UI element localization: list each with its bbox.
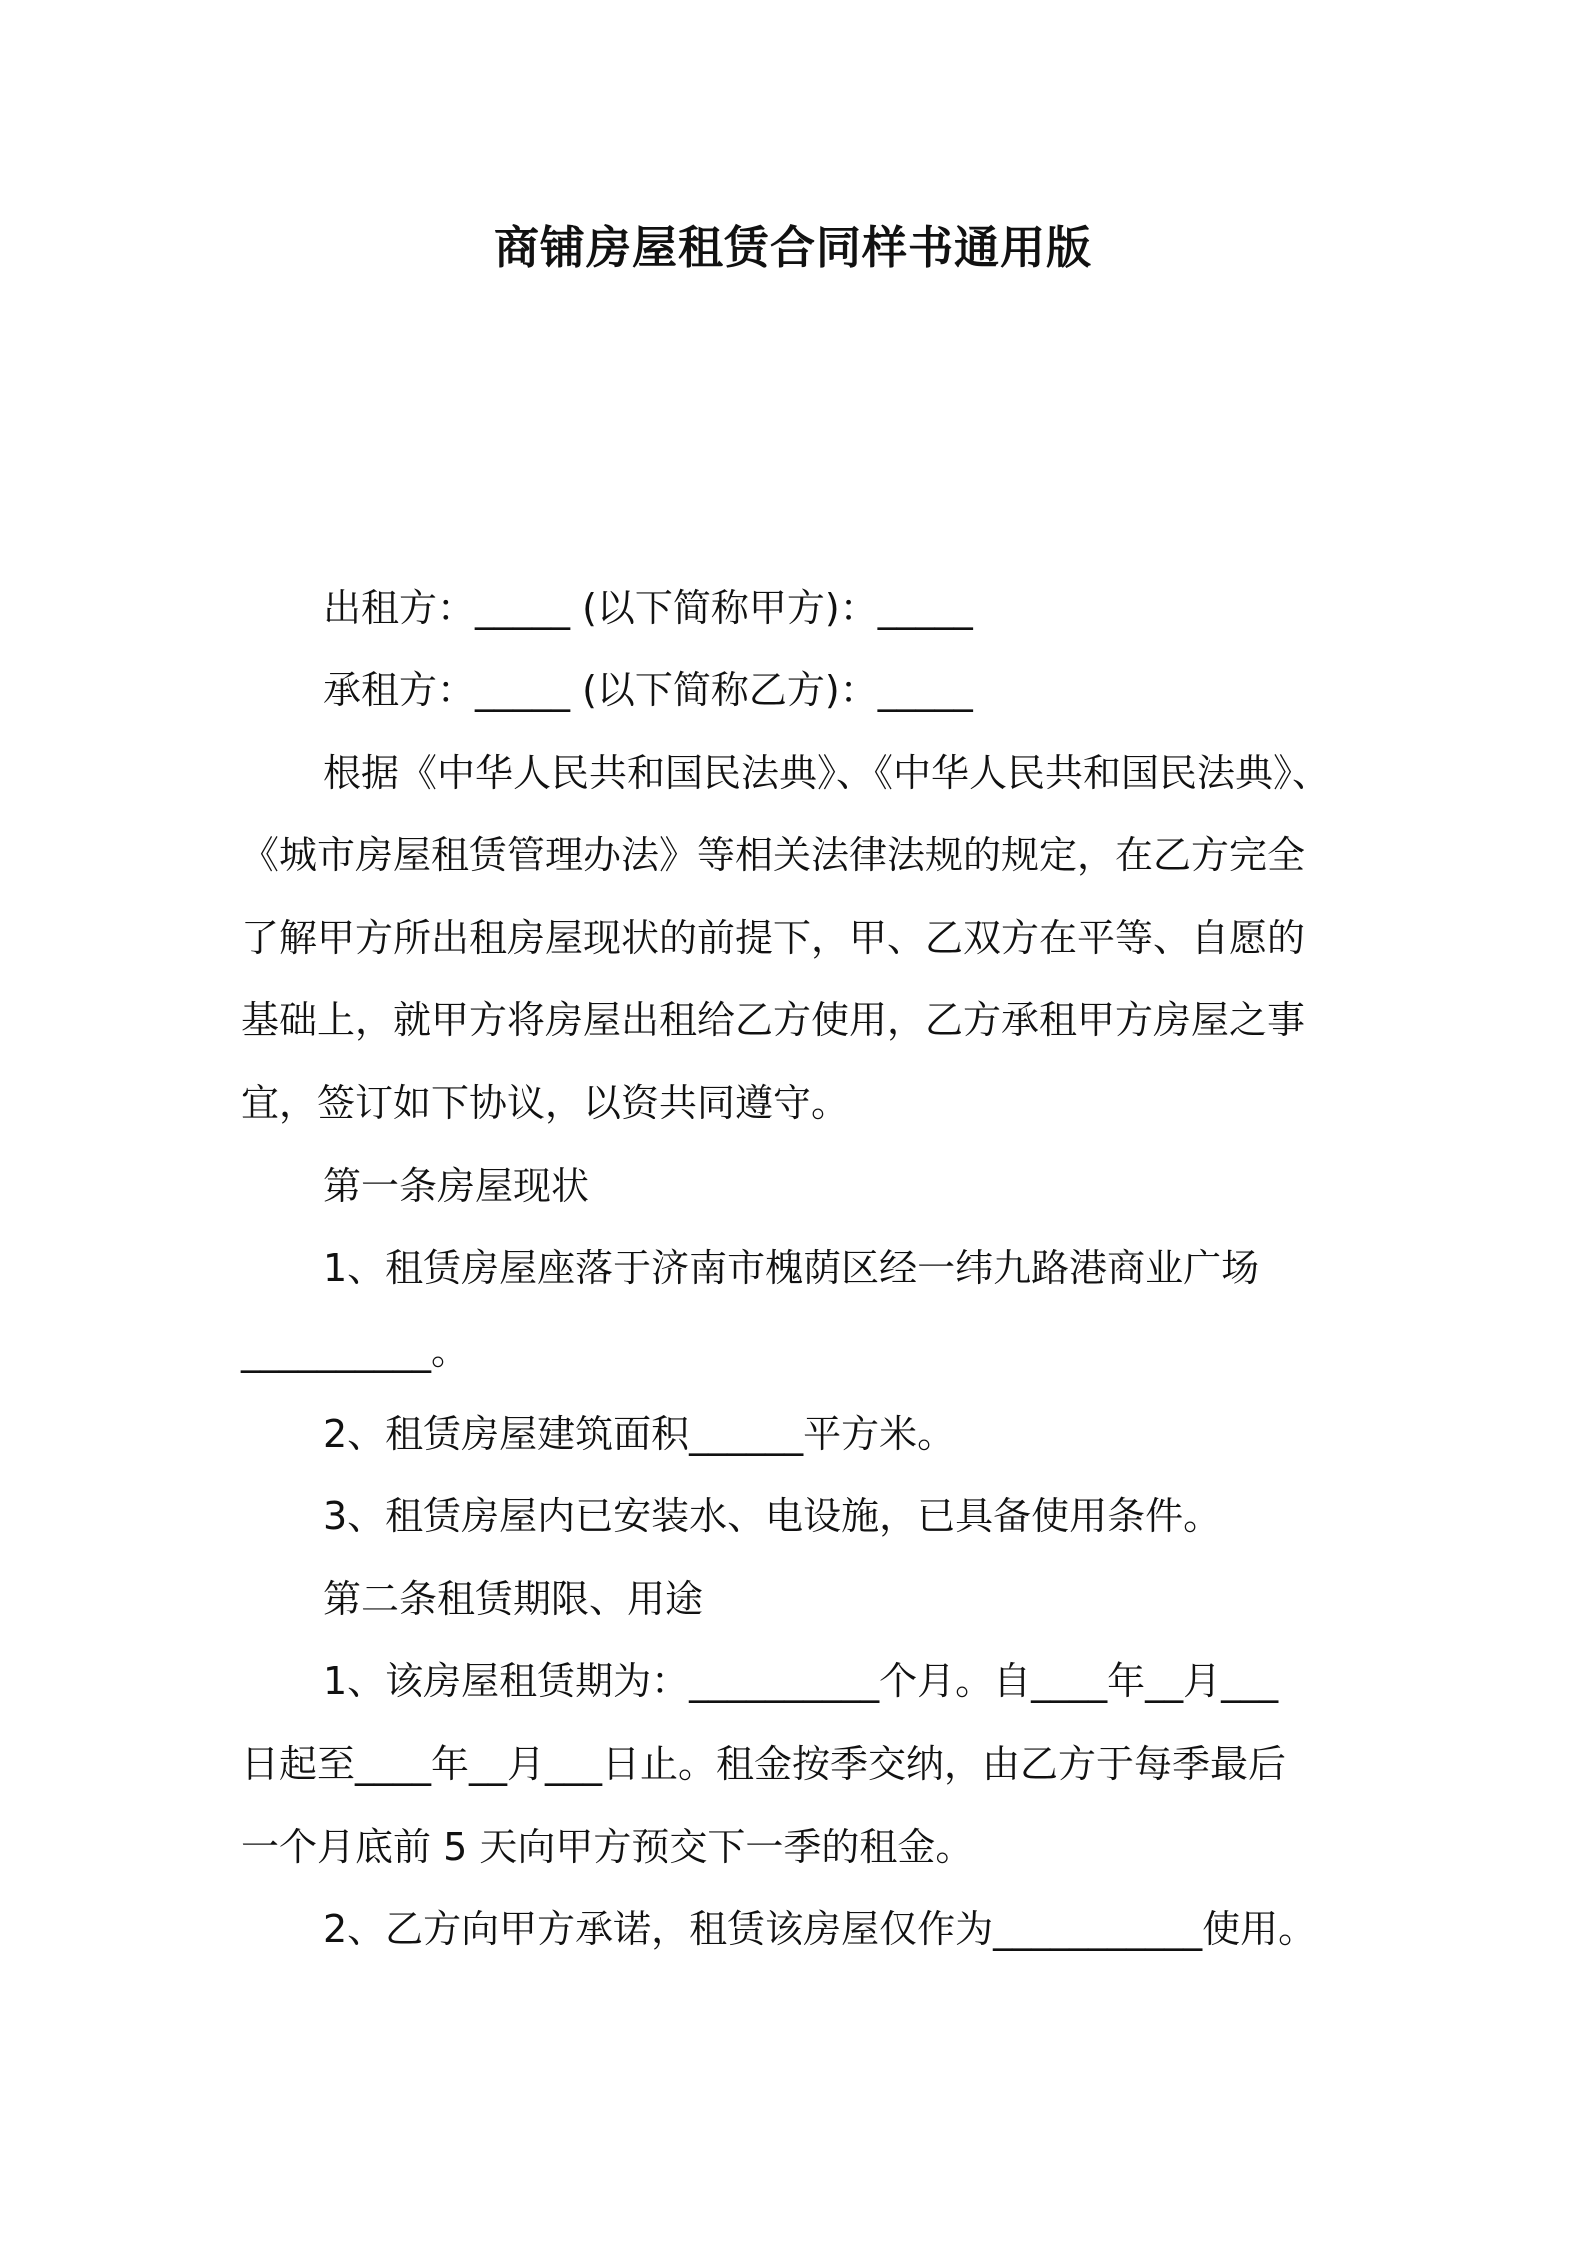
article-1-item-3: 3、租赁房屋内已安装水、电设施，已具备使用条件。	[323, 1494, 1222, 1538]
article-1-item-1: 1、租赁房屋座落于济南市槐荫区经一纬九路港商业广场	[323, 1246, 1260, 1290]
document-title: 商铺房屋租赁合同样书通用版	[493, 221, 1092, 274]
article-2-item-2: 2、乙方向甲方承诺，租赁该房屋仅作为___________使用。	[323, 1907, 1317, 1951]
preamble-line-2: 《城市房屋租赁管理办法》等相关法律法规的规定，在乙方完全	[241, 833, 1306, 877]
article-2-heading: 第二条租赁期限、用途	[323, 1577, 704, 1621]
article-1-heading: 第一条房屋现状	[323, 1164, 590, 1208]
lessor-line: 出租方：_____ (以下简称甲方)：_____	[323, 586, 973, 630]
preamble-line-4: 基础上，就甲方将房屋出租给乙方使用，乙方承租甲方房屋之事	[241, 998, 1306, 1042]
preamble-line-3: 了解甲方所出租房屋现状的前提下，甲、乙双方在平等、自愿的	[241, 916, 1306, 960]
lessee-line: 承租方：_____ (以下简称乙方)：_____	[323, 668, 973, 712]
article-2-item-1: 1、该房屋租赁期为：__________个月。自____年__月___	[323, 1659, 1279, 1703]
article-1-item-1-continued: __________。	[241, 1329, 470, 1373]
article-2-item-1-continued-2: 一个月底前 5 天向甲方预交下一季的租金。	[241, 1825, 974, 1869]
preamble-line-1: 根据《中华人民共和国民法典》、《中华人民共和国民法典》、	[323, 751, 1331, 795]
article-1-item-2: 2、租赁房屋建筑面积______平方米。	[323, 1412, 956, 1456]
article-2-item-1-continued-1: 日起至____年__月___日止。租金按季交纳，由乙方于每季最后	[241, 1742, 1287, 1786]
preamble-line-5: 宜，签订如下协议，以资共同遵守。	[241, 1081, 850, 1125]
